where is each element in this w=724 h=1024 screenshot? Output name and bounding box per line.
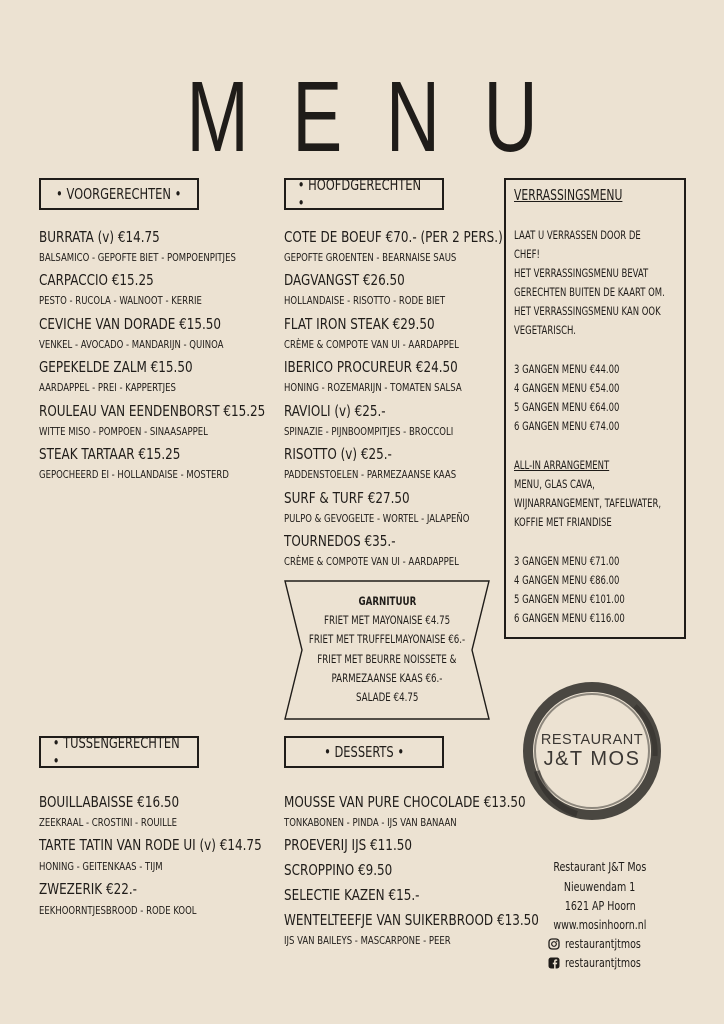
dish-name: BOUILLABAISSE €16.50	[39, 793, 180, 811]
dish-description: WITTE MISO - POMPOEN - SINAASAPPEL	[39, 425, 208, 438]
garnituur-title-text: GARNITUUR	[358, 594, 416, 608]
address-street-text: Nieuwendam 1	[564, 880, 636, 894]
menu-title: MENU	[186, 61, 582, 173]
restaurant-logo	[517, 676, 667, 826]
dish-description: HONING - ROZEMARIJN - TOMATEN SALSA	[284, 381, 462, 394]
instagram-handle[interactable]: restaurantjtmos	[565, 937, 641, 951]
hoofdgerechten-heading-text: • HOOFDGERECHTEN •	[297, 176, 422, 212]
garnituur-box	[284, 580, 490, 720]
garnituur-line	[284, 613, 490, 627]
dish-description: BALSAMICO - GEPOFTE BIET - POMPOENPITJES	[39, 251, 236, 264]
allin-menu-price: 3 GANGEN MENU €71.00	[514, 554, 620, 568]
dish-name: STEAK TARTAAR €15.25	[39, 445, 181, 463]
desserts-heading	[284, 736, 444, 768]
allin-description-line: KOFFIE MET FRIANDISE	[514, 515, 612, 529]
verrassingsmenu-box	[504, 178, 686, 639]
course-menu-price: 3 GANGEN MENU €44.00	[514, 362, 620, 376]
tussengerechten-heading	[39, 736, 199, 768]
dish-name: MOUSSE VAN PURE CHOCOLADE €13.50	[284, 793, 526, 811]
dish-description: CRÈME & COMPOTE VAN UI - AARDAPPEL	[284, 338, 459, 351]
address-name-text: Restaurant J&T Mos	[553, 860, 647, 874]
garnituur-title	[284, 594, 490, 608]
allin-menu-price: 4 GANGEN MENU €86.00	[514, 573, 620, 587]
dish-description: PADDENSTOELEN - PARMEZAANSE KAAS	[284, 468, 457, 481]
garnituur-line-text: FRIET MET TRUFFELMAYONAISE €6.-	[308, 632, 466, 646]
dish-description: GEPOFTE GROENTEN - BEARNAISE SAUS	[284, 251, 457, 264]
course-menu-price: 6 GANGEN MENU €74.00	[514, 419, 620, 433]
dish-name: TOURNEDOS €35.-	[284, 532, 396, 550]
dish-name: BURRATA (v) €14.75	[39, 228, 160, 246]
dish-name: SELECTIE KAZEN €15.-	[284, 886, 420, 904]
verrassingsmenu-intro-line: LAAT U VERRASSEN DOOR DE	[514, 228, 641, 242]
verrassingsmenu-intro-line: HET VERRASSINGSMENU BEVAT	[514, 266, 649, 280]
dish-name: PROEVERIJ IJS €11.50	[284, 836, 413, 854]
dish-description: VENKEL - AVOCADO - MANDARIJN - QUINOA	[39, 338, 224, 351]
dish-description: SPINAZIE - PIJNBOOMPITJES - BROCCOLI	[284, 425, 454, 438]
instagram-icon	[548, 938, 560, 950]
website-link[interactable]	[540, 918, 660, 932]
desserts-heading-text: • DESSERTS •	[323, 743, 405, 761]
voorgerechten-heading-text: • VOORGERECHTEN •	[56, 185, 182, 203]
dish-name: GEPEKELDE ZALM €15.50	[39, 358, 193, 376]
instagram-link[interactable]	[548, 937, 651, 951]
allin-menu-price: 6 GANGEN MENU €116.00	[514, 611, 625, 625]
verrassingsmenu-intro-line: HET VERRASSINGSMENU KAN OOK	[514, 304, 661, 318]
garnituur-line-text: FRIET MET MAYONAISE €4.75	[323, 613, 451, 627]
dish-name: TARTE TATIN VAN RODE UI (v) €14.75	[39, 836, 262, 854]
garnituur-line-text: FRIET MET BEURRE NOISSETE &	[317, 652, 457, 666]
hoofdgerechten-heading	[284, 178, 444, 210]
verrassingsmenu-title: VERRASSINGSMENU	[514, 186, 623, 204]
dish-description: TONKABONEN - PINDA - IJS VAN BANAAN	[284, 816, 457, 829]
dish-description: ZEEKRAAL - CROSTINI - ROUILLE	[39, 816, 178, 829]
allin-description-line: MENU, GLAS CAVA,	[514, 477, 595, 491]
dish-description: EEKHOORNTJESBROOD - RODE KOOL	[39, 904, 197, 917]
verrassingsmenu-intro-line: VEGETARISCH.	[514, 323, 576, 337]
logo-line-1: RESTAURANT	[540, 732, 644, 748]
dish-description: HONING - GEITENKAAS - TIJM	[39, 860, 163, 873]
dish-description: AARDAPPEL - PREI - KAPPERTJES	[39, 381, 176, 394]
verrassingsmenu-intro-line: CHEF!	[514, 247, 540, 261]
garnituur-line	[284, 632, 490, 646]
verrassingsmenu-intro-line: GERECHTEN BUITEN DE KAART OM.	[514, 285, 665, 299]
course-menu-price: 5 GANGEN MENU €64.00	[514, 400, 620, 414]
garnituur-line	[284, 690, 490, 704]
allin-title: ALL-IN ARRANGEMENT	[514, 458, 610, 472]
course-menu-price: 4 GANGEN MENU €54.00	[514, 381, 620, 395]
dish-name: SCROPPINO €9.50	[284, 861, 393, 879]
dish-name: IBERICO PROCUREUR €24.50	[284, 358, 458, 376]
website-link-text[interactable]: www.mosinhoorn.nl	[553, 918, 647, 932]
facebook-handle[interactable]: restaurantjtmos	[565, 956, 641, 970]
dish-name: ZWEZERIK €22.-	[39, 880, 137, 898]
dish-name: FLAT IRON STEAK €29.50	[284, 315, 435, 333]
address-street	[540, 880, 660, 894]
dish-description: CRÈME & COMPOTE VAN UI - AARDAPPEL	[284, 555, 459, 568]
address-city-text: 1621 AP Hoorn	[564, 899, 636, 913]
facebook-icon	[548, 957, 560, 969]
dish-name: ROULEAU VAN EENDENBORST €15.25	[39, 402, 266, 420]
garnituur-line-text: PARMEZAANSE KAAS €6.-	[331, 671, 443, 685]
logo-line-2: J&T MOS	[543, 748, 641, 770]
garnituur-line	[284, 652, 490, 666]
dish-name: DAGVANGST €26.50	[284, 271, 405, 289]
dish-description: PULPO & GEVOGELTE - WORTEL - JALAPEÑO	[284, 512, 470, 525]
tussengerechten-heading-text: • TUSSENGERECHTEN •	[52, 734, 180, 770]
garnituur-line-text: SALADE €4.75	[355, 690, 419, 704]
dish-name: CEVICHE VAN DORADE €15.50	[39, 315, 222, 333]
facebook-link[interactable]	[548, 956, 651, 970]
dish-name: COTE DE BOEUF €70.- (PER 2 PERS.)	[284, 228, 503, 246]
dish-name: RISOTTO (v) €25.-	[284, 445, 392, 463]
garnituur-line	[284, 671, 490, 685]
dish-name: SURF & TURF €27.50	[284, 489, 410, 507]
dish-description: GEPOCHEERD EI - HOLLANDAISE - MOSTERD	[39, 468, 229, 481]
dish-name: WENTELTEEFJE VAN SUIKERBROOD €13.50	[284, 911, 539, 929]
dish-name: CARPACCIO €15.25	[39, 271, 154, 289]
dish-description: IJS VAN BAILEYS - MASCARPONE - PEER	[284, 934, 451, 947]
allin-description-line: WIJNARRANGEMENT, TAFELWATER,	[514, 496, 662, 510]
address-city	[540, 899, 660, 913]
voorgerechten-heading	[39, 178, 199, 210]
dish-description: PESTO - RUCOLA - WALNOOT - KERRIE	[39, 294, 202, 307]
address-name	[540, 860, 660, 874]
dish-description: HOLLANDAISE - RISOTTO - RODE BIET	[284, 294, 446, 307]
dish-name: RAVIOLI (v) €25.-	[284, 402, 386, 420]
allin-menu-price: 5 GANGEN MENU €101.00	[514, 592, 625, 606]
